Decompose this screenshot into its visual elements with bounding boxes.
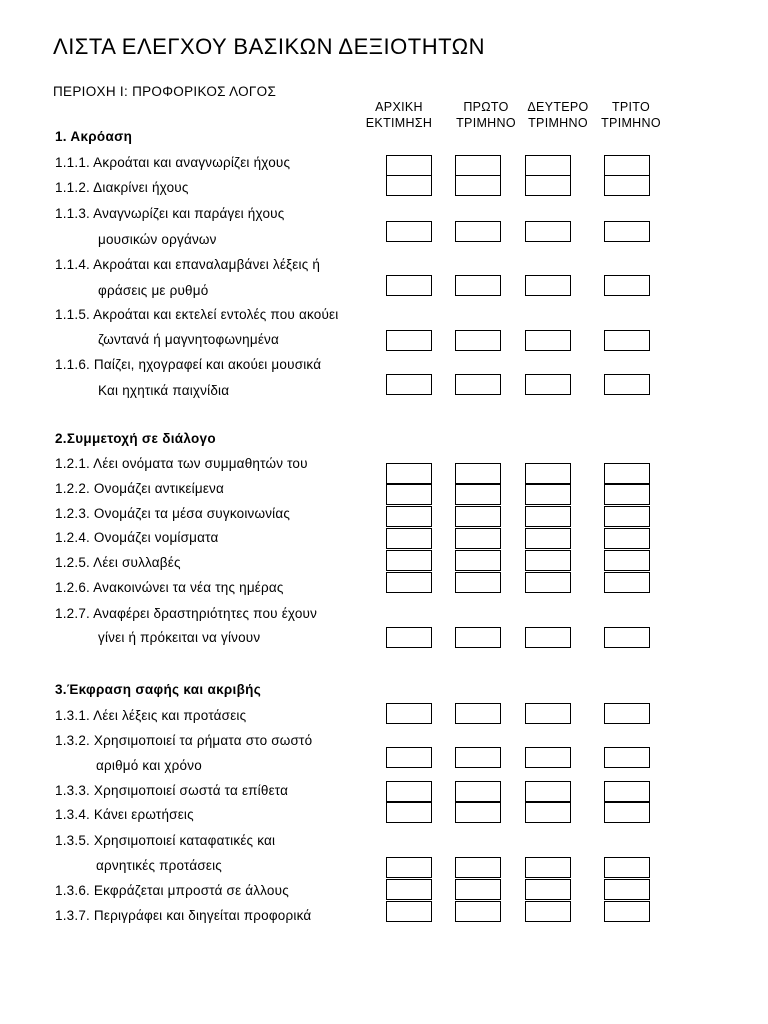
skill-line: 1.3.4. Κάνει ερωτήσεις <box>55 807 194 822</box>
column-header-initial <box>359 99 439 131</box>
checkbox-initial[interactable] <box>386 506 432 527</box>
checkbox-second-term[interactable] <box>525 879 571 900</box>
checkbox-first-term[interactable] <box>455 528 501 549</box>
checkbox-first-term[interactable] <box>455 572 501 593</box>
checkbox-third-term[interactable] <box>604 781 650 802</box>
column-header-third-term <box>591 99 671 131</box>
checkbox-first-term[interactable] <box>455 879 501 900</box>
column-header-line1: ΑΡΧΙΚΗ <box>375 100 423 114</box>
skill-line: 1.3.2. Χρησιμοποιεί τα ρήματα στο σωστό <box>55 733 313 748</box>
skill-line: 1.2.5. Λέει συλλαβές <box>55 555 181 570</box>
checkbox-initial[interactable] <box>386 572 432 593</box>
checkbox-third-term[interactable] <box>604 221 650 242</box>
checkbox-second-term[interactable] <box>525 528 571 549</box>
checkbox-third-term[interactable] <box>604 275 650 296</box>
skill-line: φράσεις με ρυθμό <box>98 283 209 298</box>
checkbox-initial[interactable] <box>386 802 432 823</box>
skill-line: 1.1.5. Ακροάται και εκτελεί εντολές που ακούει <box>55 307 339 322</box>
checkbox-second-term[interactable] <box>525 484 571 505</box>
checkbox-second-term[interactable] <box>525 506 571 527</box>
checkbox-initial[interactable] <box>386 275 432 296</box>
skill-line: 1.3.1. Λέει λέξεις και προτάσεις <box>55 708 247 723</box>
checkbox-initial[interactable] <box>386 330 432 351</box>
checkbox-second-term[interactable] <box>525 627 571 648</box>
column-header-line2: ΕΚΤΙΜΗΣΗ <box>365 116 433 130</box>
checkbox-second-term[interactable] <box>525 901 571 922</box>
checkbox-third-term[interactable] <box>604 374 650 395</box>
area-subtitle: ΠΕΡΙΟΧΗ Ι: ΠΡΟΦΟΡΙΚΟΣ ΛΟΓΟΣ <box>53 84 277 99</box>
checkbox-third-term[interactable] <box>604 879 650 900</box>
checkbox-initial[interactable] <box>386 781 432 802</box>
checkbox-second-term[interactable] <box>525 747 571 768</box>
skill-line: 1.2.6. Ανακοινώνει τα νέα της ημέρας <box>55 580 284 595</box>
skill-line: Και ηχητικά παιχνίδια <box>98 383 230 398</box>
section-heading-expression: 3.Έκφραση σαφής και ακριβής <box>55 682 262 697</box>
skill-line: 1.1.1. Ακροάται και αναγνωρίζει ήχους <box>55 155 291 170</box>
checkbox-second-term[interactable] <box>525 175 571 196</box>
skill-line: 1.3.5. Χρησιμοποιεί καταφατικές και <box>55 833 276 848</box>
section-heading-dialogue: 2.Συμμετοχή σε διάλογο <box>55 431 216 446</box>
checkbox-third-term[interactable] <box>604 703 650 724</box>
checkbox-second-term[interactable] <box>525 703 571 724</box>
checkbox-first-term[interactable] <box>455 857 501 878</box>
checkbox-first-term[interactable] <box>455 506 501 527</box>
checkbox-first-term[interactable] <box>455 901 501 922</box>
checkbox-second-term[interactable] <box>525 155 571 176</box>
checkbox-third-term[interactable] <box>604 857 650 878</box>
checkbox-initial[interactable] <box>386 703 432 724</box>
checkbox-second-term[interactable] <box>525 374 571 395</box>
checkbox-first-term[interactable] <box>455 484 501 505</box>
checkbox-first-term[interactable] <box>455 275 501 296</box>
checkbox-initial[interactable] <box>386 175 432 196</box>
checkbox-initial[interactable] <box>386 484 432 505</box>
skill-line: 1.3.7. Περιγράφει και διηγείται προφορικά <box>55 908 312 923</box>
checkbox-initial[interactable] <box>386 747 432 768</box>
skill-line: 1.2.2. Ονομάζει αντικείμενα <box>55 481 224 496</box>
column-header-line1: ΠΡΩΤΟ <box>463 100 509 114</box>
checkbox-third-term[interactable] <box>604 463 650 484</box>
skill-line: 1.3.3. Χρησιμοποιεί σωστά τα επίθετα <box>55 783 289 798</box>
skill-line: αρνητικές προτάσεις <box>96 858 223 873</box>
checkbox-second-term[interactable] <box>525 857 571 878</box>
section-heading-listening: 1. Ακρόαση <box>55 129 133 144</box>
checkbox-first-term[interactable] <box>455 781 501 802</box>
checkbox-initial[interactable] <box>386 627 432 648</box>
checkbox-first-term[interactable] <box>455 463 501 484</box>
checkbox-third-term[interactable] <box>604 627 650 648</box>
page-title: ΛΙΣΤΑ ΕΛΕΓΧΟΥ ΒΑΣΙΚΩΝ ΔΕΞΙΟΤΗΤΩΝ <box>53 34 485 59</box>
checkbox-initial[interactable] <box>386 374 432 395</box>
column-header-line2: ΤΡΙΜΗΝΟ <box>456 116 516 130</box>
checkbox-initial[interactable] <box>386 155 432 176</box>
checkbox-first-term[interactable] <box>455 175 501 196</box>
checkbox-first-term[interactable] <box>455 374 501 395</box>
skill-line: αριθμό και χρόνο <box>96 758 202 773</box>
checkbox-third-term[interactable] <box>604 550 650 571</box>
skill-line: 1.2.1. Λέει ονόματα των συμμαθητών του <box>55 456 308 471</box>
skill-line: 1.2.4. Ονομάζει νομίσματα <box>55 530 219 545</box>
checkbox-second-term[interactable] <box>525 463 571 484</box>
checkbox-third-term[interactable] <box>604 330 650 351</box>
skill-line: 1.1.2. Διακρίνει ήχους <box>55 180 189 195</box>
checkbox-initial[interactable] <box>386 857 432 878</box>
checkbox-second-term[interactable] <box>525 572 571 593</box>
column-header-first-term <box>446 99 526 131</box>
column-header-line2: ΤΡΙΜΗΝΟ <box>528 116 588 130</box>
column-header-second-term <box>518 99 598 131</box>
skill-line: 1.1.3. Αναγνωρίζει και παράγει ήχους <box>55 206 285 221</box>
checkbox-third-term[interactable] <box>604 802 650 823</box>
skill-line: 1.1.6. Παίζει, ηχογραφεί και ακούει μουσικά <box>55 357 322 372</box>
skill-line: γίνει ή πρόκειται να γίνουν <box>98 630 261 645</box>
skill-line: μουσικών οργάνων <box>98 232 217 247</box>
checkbox-third-term[interactable] <box>604 175 650 196</box>
checkbox-initial[interactable] <box>386 463 432 484</box>
checkbox-second-term[interactable] <box>525 275 571 296</box>
checkbox-initial[interactable] <box>386 528 432 549</box>
column-header-line1: ΤΡΙΤΟ <box>611 100 651 114</box>
checkbox-first-term[interactable] <box>455 802 501 823</box>
checkbox-first-term[interactable] <box>455 747 501 768</box>
checkbox-second-term[interactable] <box>525 330 571 351</box>
column-header-line1: ΔΕΥΤΕΡΟ <box>527 100 589 114</box>
checkbox-initial[interactable] <box>386 901 432 922</box>
checkbox-first-term[interactable] <box>455 221 501 242</box>
checkbox-first-term[interactable] <box>455 550 501 571</box>
checkbox-third-term[interactable] <box>604 747 650 768</box>
skill-line: 1.3.6. Εκφράζεται μπροστά σε άλλους <box>55 883 289 898</box>
checkbox-third-term[interactable] <box>604 572 650 593</box>
checkbox-second-term[interactable] <box>525 802 571 823</box>
checkbox-third-term[interactable] <box>604 155 650 176</box>
skill-line: ζωντανά ή μαγνητοφωνημένα <box>98 332 279 347</box>
checkbox-third-term[interactable] <box>604 484 650 505</box>
skill-line: 1.1.4. Ακροάται και επαναλαμβάνει λέξεις ή <box>55 257 321 272</box>
checkbox-first-term[interactable] <box>455 330 501 351</box>
checkbox-first-term[interactable] <box>455 155 501 176</box>
column-header-line2: ΤΡΙΜΗΝΟ <box>601 116 661 130</box>
checkbox-first-term[interactable] <box>455 627 501 648</box>
checkbox-initial[interactable] <box>386 879 432 900</box>
checkbox-second-term[interactable] <box>525 221 571 242</box>
checkbox-initial[interactable] <box>386 221 432 242</box>
checkbox-initial[interactable] <box>386 550 432 571</box>
checkbox-first-term[interactable] <box>455 703 501 724</box>
checkbox-second-term[interactable] <box>525 781 571 802</box>
checkbox-third-term[interactable] <box>604 506 650 527</box>
checkbox-third-term[interactable] <box>604 901 650 922</box>
checkbox-second-term[interactable] <box>525 550 571 571</box>
skill-line: 1.2.3. Ονομάζει τα μέσα συγκοινωνίας <box>55 506 291 521</box>
checkbox-third-term[interactable] <box>604 528 650 549</box>
skill-line: 1.2.7. Αναφέρει δραστηριότητες που έχουν <box>55 606 318 621</box>
